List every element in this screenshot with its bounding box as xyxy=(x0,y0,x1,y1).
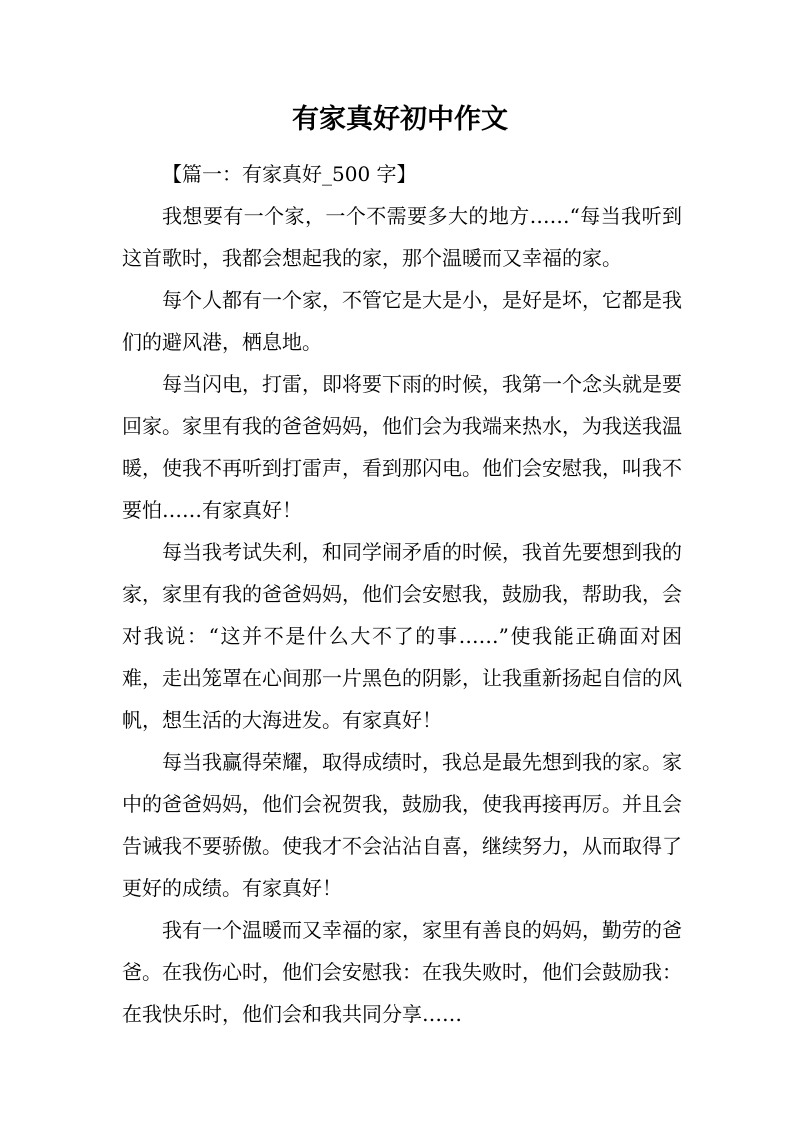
paragraph: 每当闪电，打雷，即将要下雨的时候，我第一个念头就是要回家。家里有我的爸爸妈妈，他们会为我端来热水，为我送我温暖，使我不再听到打雷声，看到那闪电。他们会安慰我，叫我不要怕……有家真好！ xyxy=(122,372,682,522)
paragraph: 我有一个温暖而又幸福的家，家里有善良的妈妈，勤劳的爸爸。在我伤心时，他们会安慰我：在我失败时，他们会鼓励我：在我快乐时，他们会和我共同分享…… xyxy=(122,918,682,1026)
paragraph: 每当我考试失利，和同学闹矛盾的时候，我首先要想到我的家，家里有我的爸爸妈妈，他们会安慰我，鼓励我，帮助我，会对我说：“这并不是什么大不了的事……”使我能正确面对困难，走出笼罩在心间那一片黑色的阴影，让我重新扬起自信的风帆，想生活的大海进发。有家真好！ xyxy=(122,540,682,732)
paragraph: 每个人都有一个家，不管它是大是小，是好是坏，它都是我们的避风港，栖息地。 xyxy=(122,288,682,354)
paragraph: 每当我赢得荣耀，取得成绩时，我总是最先想到我的家。家中的爸爸妈妈，他们会祝贺我，鼓励我，使我再接再厉。并且会告诫我不要骄傲。使我才不会沾沾自喜，继续努力，从而取得了更好的成绩。有家真好！ xyxy=(122,750,682,900)
document-body xyxy=(122,153,682,1035)
paragraph: 我想要有一个家，一个不需要多大的地方……“每当我听到这首歌时，我都会想起我的家，那个温暖而又幸福的家。 xyxy=(122,204,682,270)
document-title: 有家真好初中作文 xyxy=(292,104,508,135)
section-heading: 【篇一：有家真好_500 字】 xyxy=(162,162,417,186)
